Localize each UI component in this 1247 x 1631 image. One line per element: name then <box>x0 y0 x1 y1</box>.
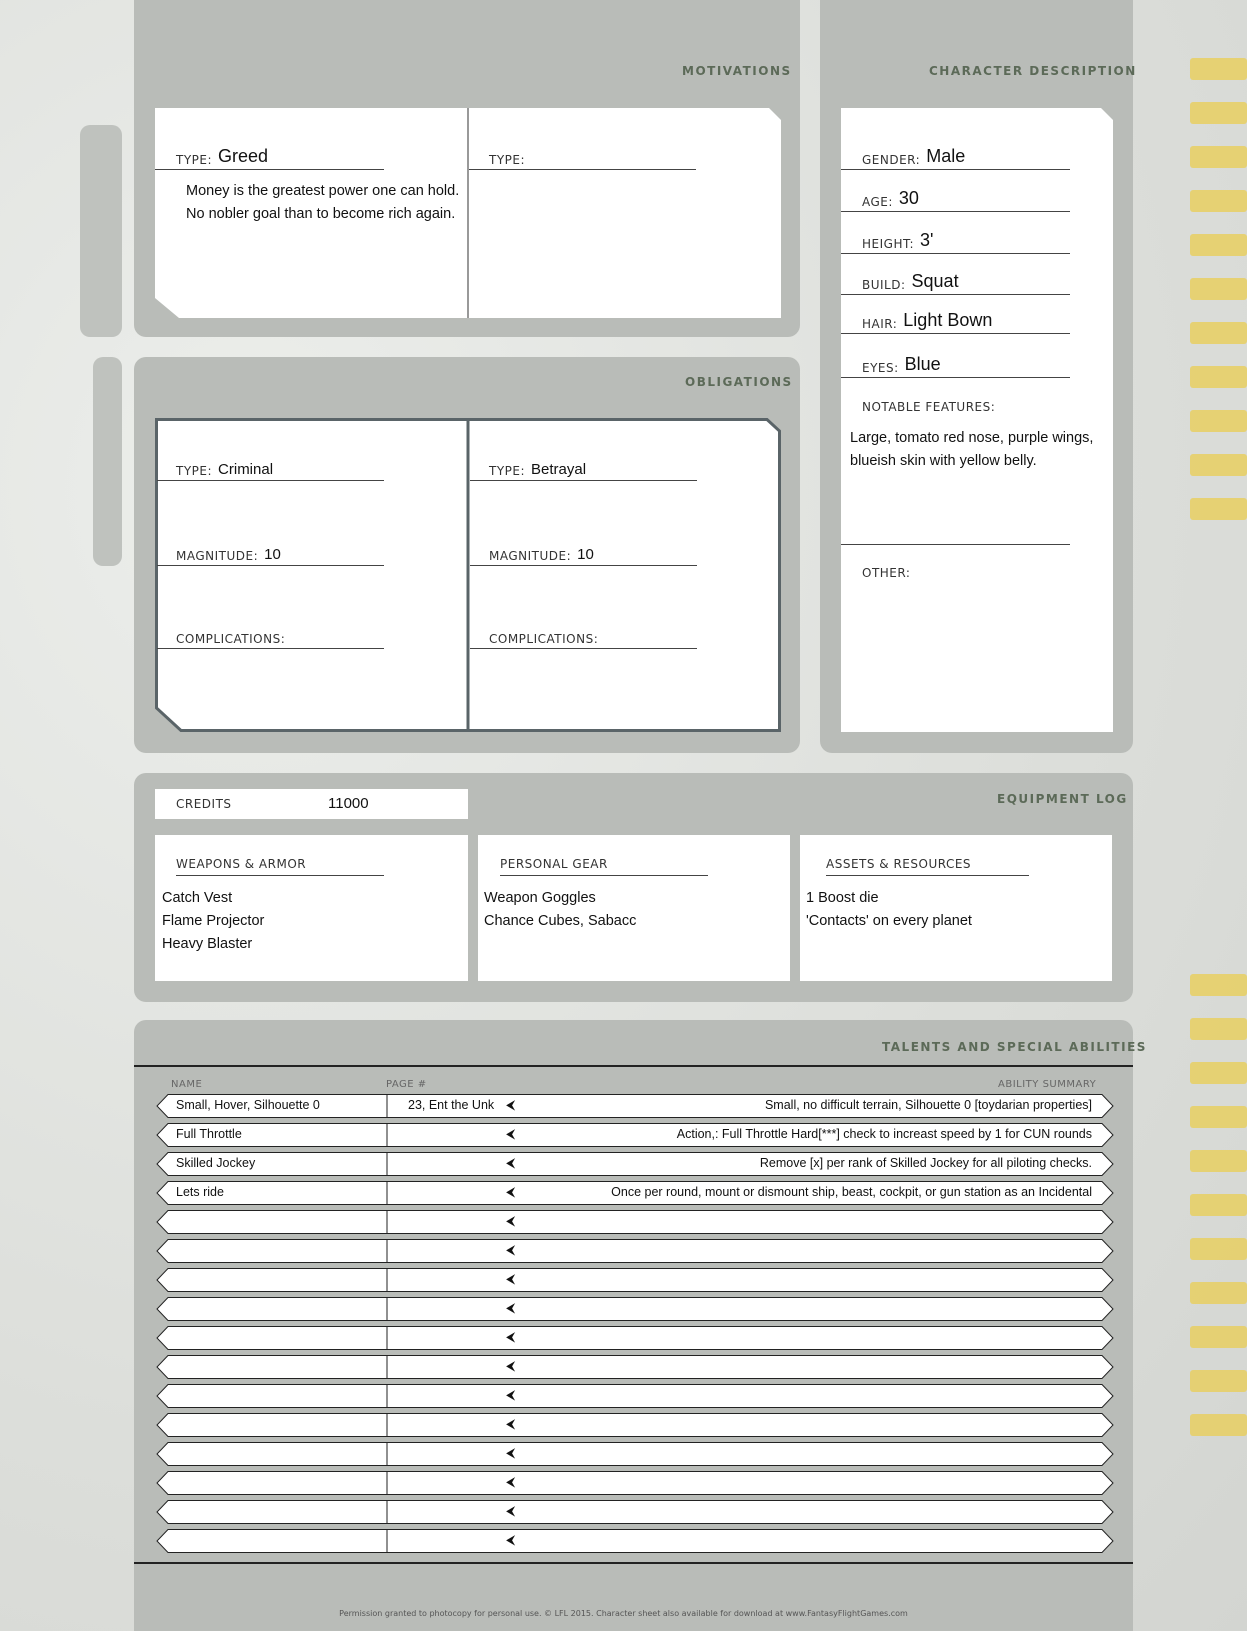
obligation-right-magnitude[interactable]: MAGNITUDE: 10 <box>470 540 697 566</box>
edge-stripe <box>1190 146 1247 168</box>
talent-row[interactable] <box>156 1529 1114 1553</box>
talent-summary: Action,: Full Throttle Hard[***] check to increast speed by 1 for CUN rounds <box>676 1127 1092 1141</box>
talent-pip-icon: ⮜ <box>506 1271 516 1286</box>
edge-stripe <box>1190 1370 1247 1392</box>
weapons-list: Catch Vest Flame Projector Heavy Blaster <box>162 890 265 952</box>
talent-row[interactable] <box>156 1210 1114 1234</box>
talent-row-frame <box>156 1442 1114 1466</box>
side-tab-upper <box>80 125 122 337</box>
talent-pip-icon: ⮜ <box>506 1300 516 1315</box>
motivation-right-type[interactable]: TYPE: <box>469 144 696 170</box>
edge-stripe <box>1190 1326 1247 1348</box>
talent-name: Skilled Jockey <box>176 1156 256 1170</box>
talent-row-frame <box>156 1239 1114 1263</box>
obligation-left-type[interactable]: TYPE: Criminal <box>157 455 384 481</box>
edge-stripe <box>1190 1150 1247 1172</box>
build-field[interactable]: BUILD: Squat <box>841 269 1070 295</box>
edge-stripe <box>1190 410 1247 432</box>
motivation-left-description[interactable]: Money is the greatest power one can hold. No nobler goal than to become rich again. <box>186 183 460 222</box>
edge-stripe <box>1190 454 1247 476</box>
col-head-name: NAME <box>171 1079 203 1090</box>
age-field[interactable]: AGE: 30 <box>841 186 1070 212</box>
credits-field[interactable]: CREDITS 11000 <box>155 789 468 819</box>
personal-gear-box[interactable] <box>478 835 790 981</box>
talent-row-frame <box>156 1326 1114 1350</box>
motivation-left-type[interactable]: TYPE: Greed <box>155 144 384 170</box>
edge-stripe <box>1190 278 1247 300</box>
edge-stripe <box>1190 366 1247 388</box>
talent-pip-icon: ⮜ <box>506 1358 516 1373</box>
talent-summary: Small, no difficult terrain, Silhouette 0 [toydarian properties] <box>764 1098 1092 1112</box>
eyes-field[interactable]: EYES: Blue <box>841 352 1070 378</box>
talent-page: 23, Ent the Unk <box>408 1098 495 1112</box>
obligations-title: OBLIGATIONS <box>685 375 793 389</box>
notable-features-underline <box>841 544 1070 545</box>
talent-row[interactable] <box>156 1471 1114 1495</box>
weapons-armor-label: WEAPONS & ARMOR <box>176 857 384 876</box>
weapons-armor-box[interactable] <box>155 835 468 981</box>
edge-stripe <box>1190 498 1247 520</box>
notable-features-text[interactable]: Large, tomato red nose, purple wings, blueish skin with yellow belly. <box>850 430 1094 469</box>
talent-row[interactable] <box>156 1500 1114 1524</box>
talent-summary: Remove [x] per rank of Skilled Jockey for all piloting checks. <box>759 1156 1092 1170</box>
talent-row[interactable] <box>156 1094 1114 1118</box>
talent-row[interactable] <box>156 1268 1114 1292</box>
footer-text: Permission granted to photocopy for personal use. © LFL 2015. Character sheet also available for download at www.FantasyFlightGames.com <box>339 1609 908 1618</box>
talent-row[interactable] <box>156 1297 1114 1321</box>
talent-row-frame <box>156 1500 1114 1524</box>
edge-stripe <box>1190 1238 1247 1260</box>
talent-row-frame <box>156 1297 1114 1321</box>
talent-pip-icon: ⮜ <box>506 1155 516 1170</box>
assets-resources-box[interactable] <box>800 835 1112 981</box>
assets-list: 1 Boost die 'Contacts' on every planet <box>806 890 972 929</box>
edge-stripe <box>1190 1106 1247 1128</box>
obligation-right-type[interactable]: TYPE: Betrayal <box>470 455 697 481</box>
obligation-right-complications[interactable]: COMPLICATIONS: <box>470 623 697 649</box>
talents-top-rule <box>134 1065 1133 1067</box>
personal-gear-label: PERSONAL GEAR <box>500 857 708 876</box>
notable-features-label: NOTABLE FEATURES: <box>862 400 996 414</box>
height-field[interactable]: HEIGHT: 3' <box>841 228 1070 254</box>
talent-row-frame <box>156 1210 1114 1234</box>
talent-row[interactable] <box>156 1181 1114 1205</box>
gender-field[interactable]: GENDER: Male <box>841 144 1070 170</box>
character-title: CHARACTER DESCRIPTION <box>929 64 1137 78</box>
edge-stripe <box>1190 974 1247 996</box>
edge-stripe <box>1190 234 1247 256</box>
talent-row[interactable] <box>156 1355 1114 1379</box>
talent-row-frame <box>156 1268 1114 1292</box>
talent-pip-icon: ⮜ <box>506 1097 516 1112</box>
motivations-title: MOTIVATIONS <box>682 64 792 78</box>
talent-pip-icon: ⮜ <box>506 1474 516 1489</box>
talent-row-frame <box>156 1413 1114 1437</box>
talent-row-frame <box>156 1355 1114 1379</box>
hair-field[interactable]: HAIR: Light Bown <box>841 308 1070 334</box>
talent-row[interactable] <box>156 1239 1114 1263</box>
talent-row-frame <box>156 1384 1114 1408</box>
edge-stripe <box>1190 58 1247 80</box>
talent-summary: Once per round, mount or dismount ship, beast, cockpit, or gun station as an Incidental <box>611 1185 1092 1199</box>
talent-row-frame <box>156 1529 1114 1553</box>
edge-stripe <box>1190 1194 1247 1216</box>
talent-pip-icon: ⮜ <box>506 1387 516 1402</box>
talent-row[interactable] <box>156 1123 1114 1147</box>
talent-row[interactable] <box>156 1152 1114 1176</box>
talents-bottom-rule <box>134 1562 1133 1564</box>
talent-row-frame <box>156 1471 1114 1495</box>
talent-row[interactable] <box>156 1442 1114 1466</box>
side-tab-lower <box>93 357 122 566</box>
talent-name: Small, Hover, Silhouette 0 <box>176 1098 320 1112</box>
col-head-page: PAGE # <box>386 1079 427 1090</box>
talent-pip-icon: ⮜ <box>506 1242 516 1257</box>
talent-row[interactable] <box>156 1326 1114 1350</box>
edge-stripe <box>1190 1282 1247 1304</box>
talent-row[interactable] <box>156 1384 1114 1408</box>
edge-stripe <box>1190 102 1247 124</box>
obligation-left-magnitude[interactable]: MAGNITUDE: 10 <box>157 540 384 566</box>
edge-stripe <box>1190 322 1247 344</box>
edge-stripe <box>1190 1414 1247 1436</box>
talent-pip-icon: ⮜ <box>506 1503 516 1518</box>
obligation-left-complications[interactable]: COMPLICATIONS: <box>157 623 384 649</box>
talent-name: Lets ride <box>176 1185 224 1199</box>
talent-pip-icon: ⮜ <box>506 1532 516 1547</box>
gear-list: Weapon Goggles Chance Cubes, Sabacc <box>484 890 637 929</box>
talents-title: TALENTS AND SPECIAL ABILITIES <box>882 1040 1147 1054</box>
equipment-title: EQUIPMENT LOG <box>997 792 1128 806</box>
talent-pip-icon: ⮜ <box>506 1445 516 1460</box>
col-head-summary: ABILITY SUMMARY <box>998 1079 1097 1090</box>
talent-pip-icon: ⮜ <box>506 1329 516 1344</box>
talent-pip-icon: ⮜ <box>506 1126 516 1141</box>
edge-stripe <box>1190 1062 1247 1084</box>
assets-resources-label: ASSETS & RESOURCES <box>826 857 1029 876</box>
other-label: OTHER: <box>862 566 911 580</box>
edge-stripe <box>1190 1018 1247 1040</box>
talent-pip-icon: ⮜ <box>506 1213 516 1228</box>
talent-pip-icon: ⮜ <box>506 1184 516 1199</box>
edge-stripe <box>1190 190 1247 212</box>
talent-name: Full Throttle <box>176 1127 242 1141</box>
talent-row[interactable] <box>156 1413 1114 1437</box>
talent-pip-icon: ⮜ <box>506 1416 516 1431</box>
